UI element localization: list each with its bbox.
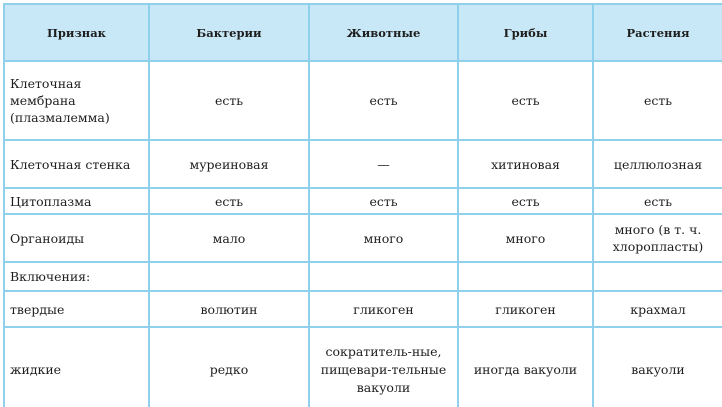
cell-animals: много	[309, 214, 458, 262]
row-label: твердые	[4, 291, 149, 327]
row-label: Цитоплазма	[4, 188, 149, 214]
cell-fungi: хитиновая	[458, 140, 593, 188]
cell-fungi: есть	[458, 61, 593, 140]
header-row	[4, 4, 722, 61]
cell-plants	[593, 262, 722, 291]
table-container	[3, 3, 722, 407]
cell-fungi	[458, 262, 593, 291]
cell-bacteria: волютин	[149, 291, 309, 327]
cell-animals: —	[309, 140, 458, 188]
table-row	[4, 327, 722, 407]
cell-animals: сократитель-ные, пищевари-тельные вакуоли	[309, 327, 458, 407]
table-row	[4, 262, 722, 291]
cell-bacteria: муреиновая	[149, 140, 309, 188]
cell-bacteria: мало	[149, 214, 309, 262]
table-row	[4, 291, 722, 327]
cell-plants: есть	[593, 61, 722, 140]
row-label: жидкие	[4, 327, 149, 407]
row-label: Органоиды	[4, 214, 149, 262]
comparison-table	[3, 3, 722, 407]
cell-fungi: много	[458, 214, 593, 262]
row-label: Клеточная мембрана (плазмалемма)	[4, 61, 149, 140]
row-label: Клеточная стенка	[4, 140, 149, 188]
cell-animals: есть	[309, 61, 458, 140]
cell-animals: гликоген	[309, 291, 458, 327]
header-bacteria: Бактерии	[149, 4, 309, 61]
row-label: Включения:	[4, 262, 149, 291]
cell-bacteria: редко	[149, 327, 309, 407]
header-plants: Растения	[593, 4, 722, 61]
cell-fungi: есть	[458, 188, 593, 214]
cell-plants: есть	[593, 188, 722, 214]
cell-bacteria: есть	[149, 61, 309, 140]
cell-plants: крахмал	[593, 291, 722, 327]
cell-fungi: гликоген	[458, 291, 593, 327]
table-row	[4, 61, 722, 140]
cell-plants: целлюлозная	[593, 140, 722, 188]
cell-animals	[309, 262, 458, 291]
cell-animals: есть	[309, 188, 458, 214]
table-row	[4, 188, 722, 214]
header-feature: Признак	[4, 4, 149, 61]
table-row	[4, 214, 722, 262]
header-animals: Животные	[309, 4, 458, 61]
table-row	[4, 140, 722, 188]
cell-plants: вакуоли	[593, 327, 722, 407]
cell-bacteria: есть	[149, 188, 309, 214]
cell-bacteria	[149, 262, 309, 291]
header-fungi: Грибы	[458, 4, 593, 61]
cell-fungi: иногда вакуоли	[458, 327, 593, 407]
cell-plants: много (в т. ч. хлоропласты)	[593, 214, 722, 262]
